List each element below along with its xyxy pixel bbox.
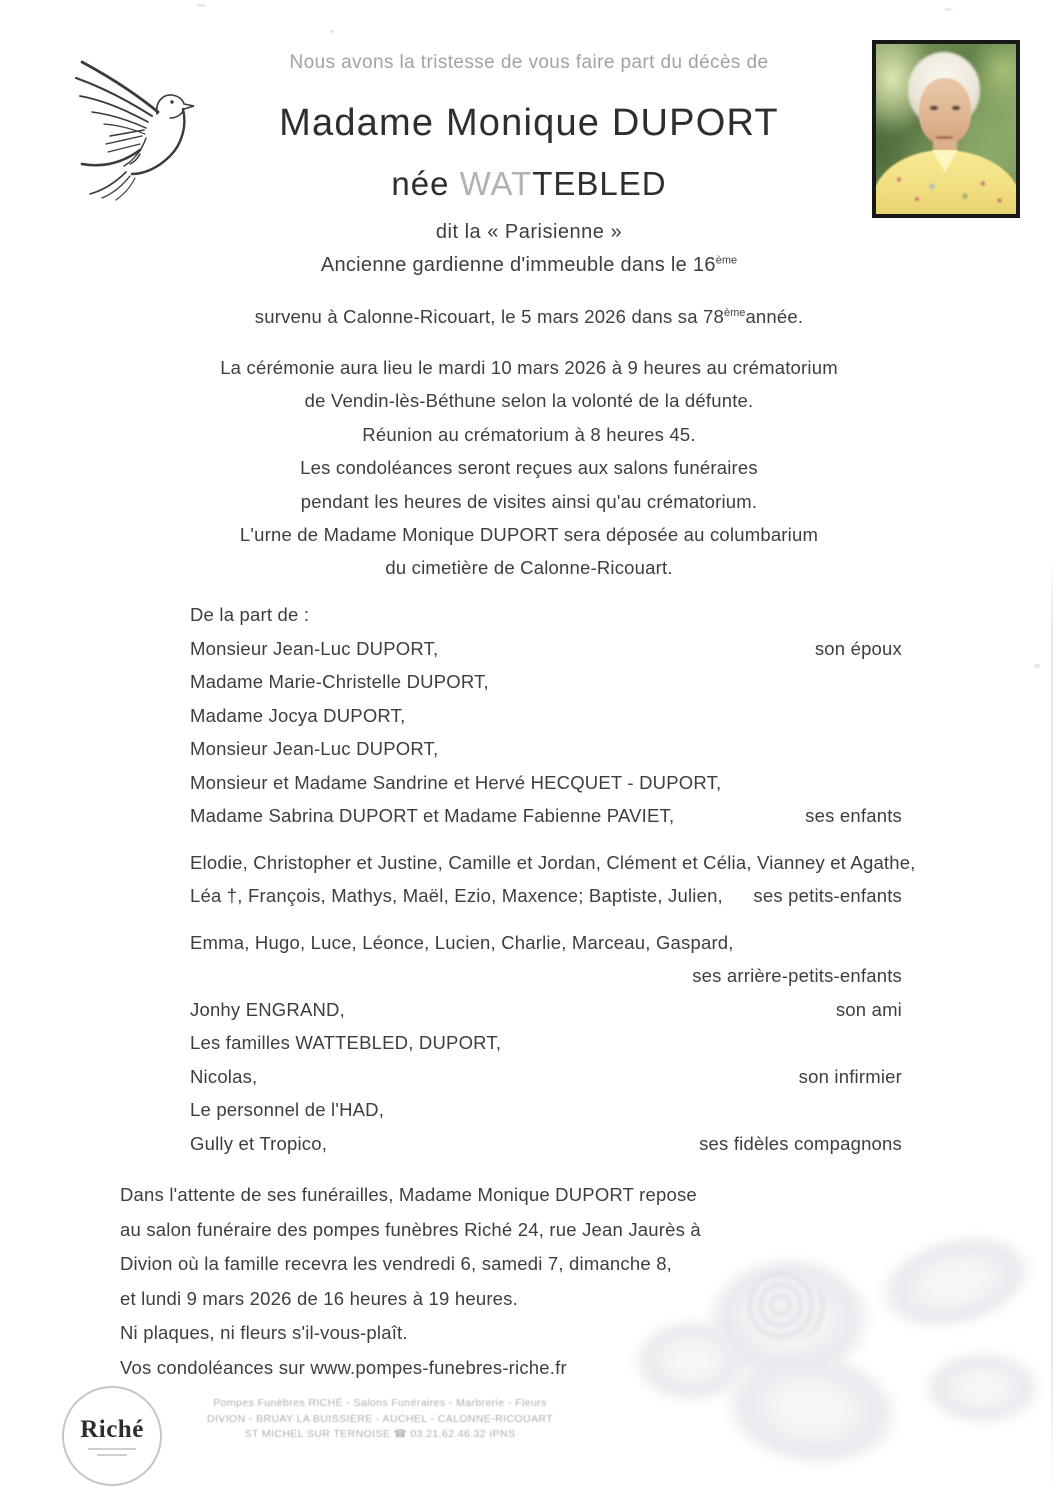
family-row bbox=[190, 705, 902, 739]
family-row bbox=[190, 1133, 902, 1167]
family-names: Emma, Hugo, Luce, Léonce, Lucien, Charlie, Marceau, Gaspard, bbox=[190, 931, 734, 953]
closing-line: Ni plaques, ni fleurs s'il-vous-plaît. bbox=[120, 1322, 408, 1343]
ceremony-line: de Vendin-lès-Béthune selon la volonté de la défunte. bbox=[304, 390, 754, 412]
closing-line website-line: Vos condoléances sur www.pompes-funebres-riche.fr bbox=[120, 1356, 567, 1378]
ceremony-line: du cimetière de Calonne-Ricouart. bbox=[385, 557, 673, 579]
closing-block bbox=[120, 1184, 820, 1391]
footer-line: DIVION - BRUAY LA BUISSIÈRE - AUCHEL - CALONNE-RICOUART bbox=[206, 1412, 553, 1425]
funeral-home-details bbox=[140, 1396, 620, 1443]
death-text-end: année. bbox=[745, 306, 804, 327]
maiden-name bbox=[0, 165, 1058, 203]
relation-label: son époux bbox=[814, 637, 902, 659]
family-names: Monsieur et Madame Sandrine et Hervé HECQUET - DUPORT, bbox=[190, 771, 722, 793]
family-row bbox=[190, 932, 902, 966]
family-names: Les familles WATTEBLED, DUPORT, bbox=[190, 1032, 502, 1053]
family-names: Monsieur Jean-Luc DUPORT, bbox=[190, 738, 439, 759]
family-row bbox=[190, 772, 902, 806]
family-names: Léa †, François, Mathys, Maël, Ezio, Maxence; Baptiste, Julien, bbox=[190, 885, 723, 906]
death-line bbox=[0, 306, 1058, 328]
family-row bbox=[190, 885, 902, 919]
closing-line: Dans l'attente de ses funérailles, Madame Monique DUPORT repose bbox=[120, 1184, 697, 1205]
scan-speck bbox=[196, 4, 206, 7]
family-row bbox=[190, 965, 902, 999]
relation-label: son ami bbox=[835, 998, 902, 1020]
nickname-line: dit la « Parisienne » bbox=[435, 221, 623, 243]
closing-line: au salon funéraire des pompes funèbres Riché 24, rue Jean Jaurès à bbox=[120, 1218, 701, 1240]
relation-label: ses arrière-petits-enfants bbox=[692, 965, 902, 986]
family-names: Madame Sabrina DUPORT et Madame Fabienne PAVIET, bbox=[190, 805, 675, 826]
scan-speck bbox=[1034, 664, 1040, 668]
occupation-superscript: ème bbox=[715, 254, 738, 267]
family-names: Madame Marie-Christelle DUPORT, bbox=[190, 671, 489, 692]
ceremony-line: L'urne de Madame Monique DUPORT sera déposée au columbarium bbox=[239, 523, 819, 545]
maiden-name-light: WAT bbox=[459, 165, 533, 202]
occupation-line bbox=[0, 254, 1058, 277]
footer-line: Pompes Funèbres RICHÉ - Salons Funéraires - Marbrerie - Fleurs bbox=[213, 1397, 547, 1409]
ceremony-line: Les condoléances seront reçues aux salons funéraires bbox=[300, 457, 758, 479]
family-names: Jonhy ENGRAND, bbox=[190, 998, 345, 1020]
closing-line: et lundi 9 mars 2026 de 16 heures à 19 heures. bbox=[120, 1287, 518, 1309]
deceased-name: Madame Monique DUPORT bbox=[279, 102, 779, 144]
family-names: Madame Jocya DUPORT, bbox=[190, 704, 406, 726]
family-row bbox=[190, 671, 902, 705]
family-row bbox=[190, 1032, 902, 1066]
scan-edge-line bbox=[1051, 560, 1053, 1496]
ceremony-block bbox=[0, 357, 1058, 591]
ceremony-line: pendant les heures de visites ainsi qu'au crématorium. bbox=[300, 490, 758, 512]
logo-subtext-smudge bbox=[88, 1448, 136, 1450]
family-row bbox=[190, 738, 902, 772]
rose-petal bbox=[867, 1218, 1045, 1346]
ceremony-line: La cérémonie aura lieu le mardi 10 mars 2026 à 9 heures au crématorium bbox=[220, 357, 838, 378]
closing-line: Divion où la famille recevra les vendredi 6, samedi 7, dimanche 8, bbox=[120, 1253, 673, 1274]
logo-subtext-smudge bbox=[97, 1454, 127, 1456]
footer-line: ST MICHEL SUR TERNOISE ☎ 03.21.62.46.32 IPNS bbox=[244, 1428, 516, 1440]
family-names: Monsieur Jean-Luc DUPORT, bbox=[190, 637, 439, 659]
scan-speck bbox=[944, 8, 953, 11]
relation-label: son infirmier bbox=[798, 1065, 902, 1087]
family-list bbox=[190, 604, 916, 1166]
family-names: De la part de : bbox=[190, 604, 310, 625]
family-row bbox=[190, 604, 902, 638]
rose-petal bbox=[922, 1350, 1042, 1426]
family-names: Gully et Tropico, bbox=[190, 1132, 328, 1154]
family-row bbox=[190, 1066, 902, 1100]
relation-label: ses fidèles compagnons bbox=[699, 1132, 902, 1154]
family-row bbox=[190, 805, 902, 839]
family-row bbox=[190, 638, 902, 672]
family-names: Elodie, Christopher et Justine, Camille et Jordan, Clément et Célia, Vianney et Agathe, bbox=[190, 851, 916, 873]
intro-line: Nous avons la tristesse de vous faire part du décès de bbox=[289, 52, 769, 73]
scan-speck bbox=[330, 30, 333, 33]
relation-label: ses petits-enfants bbox=[753, 885, 902, 906]
family-row bbox=[190, 851, 916, 886]
maiden-name-dark: TEBLED bbox=[532, 165, 667, 202]
maiden-prefix: née bbox=[391, 165, 460, 202]
family-row bbox=[190, 999, 902, 1033]
family-row bbox=[190, 1099, 902, 1133]
family-names: Le personnel de l'HAD, bbox=[190, 1099, 385, 1120]
occupation-text: Ancienne gardienne d'immeuble dans le 16 bbox=[320, 254, 716, 276]
ceremony-line: Réunion au crématorium à 8 heures 45. bbox=[362, 423, 696, 445]
logo-text: Riché bbox=[80, 1416, 144, 1443]
relation-label: ses enfants bbox=[805, 805, 902, 826]
death-text: survenu à Calonne-Ricouart, le 5 mars 2026 dans sa 78 bbox=[254, 306, 725, 327]
family-names: Nicolas, bbox=[190, 1065, 258, 1087]
death-superscript: ème bbox=[724, 306, 746, 319]
